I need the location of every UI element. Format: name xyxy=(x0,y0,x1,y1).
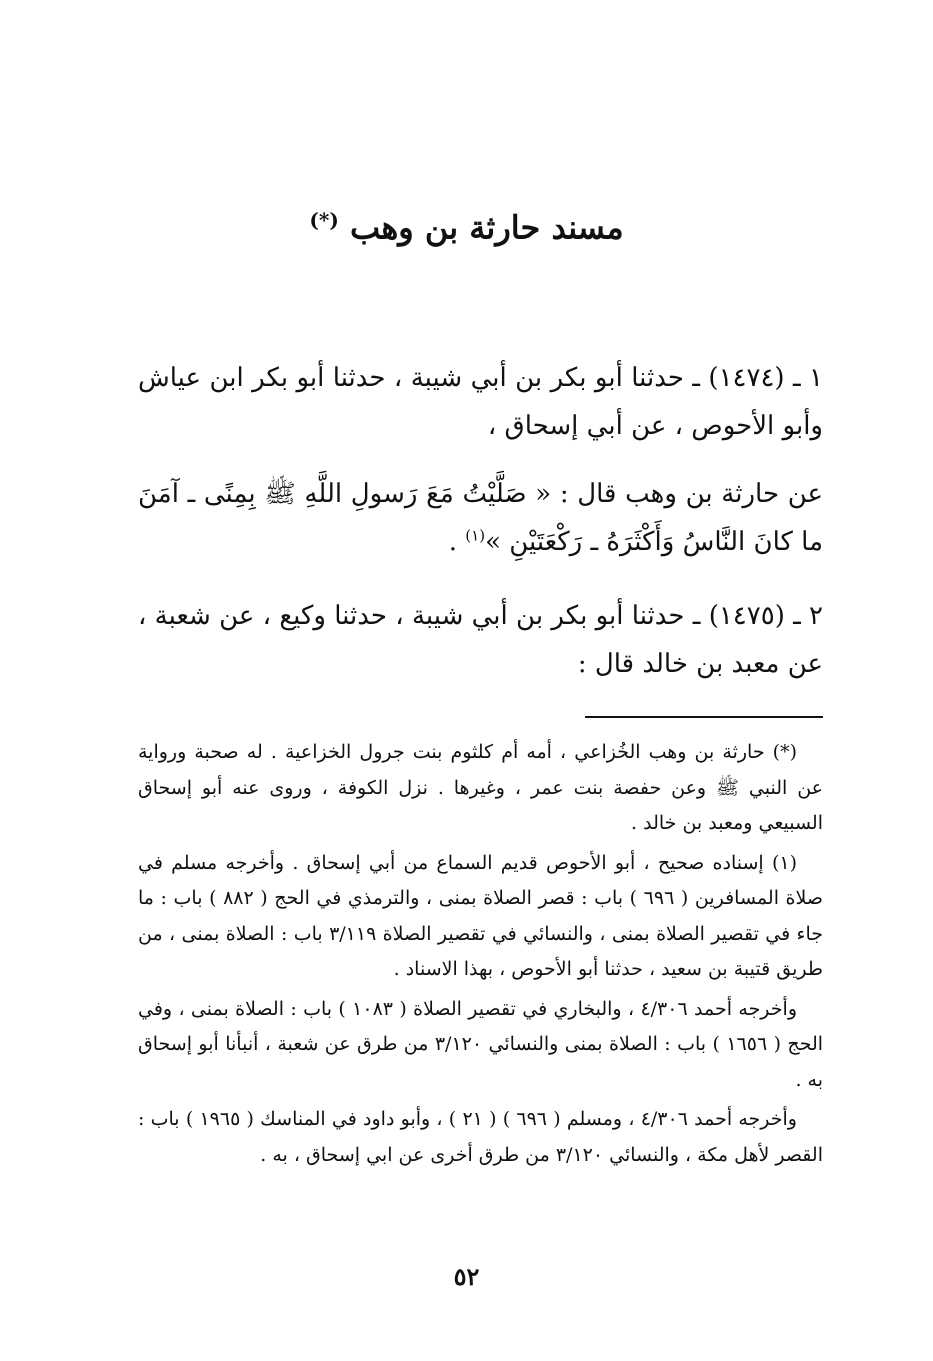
page-title xyxy=(0,208,933,247)
footnote-1: (١) إسناده صحيح ، أبو الأحوص قديم السماع من أبي إسحاق . وأخرجه مسلم في صلاة المسافرين ( ٦٩٦ ) باب : قصر الصلاة بمنى ، والترمذي في الحج ( ٨٨٢ ) باب : ما جاء في تقصير الصلاة بمنى ، والنسائي في تقصير الصلاة ٣/١١٩ باب : الصلاة بمنى ، من طريق قتيبة بن سعيد ، حدثنا أبو الأحوص ، بهذا الاسناد . xyxy=(138,851,824,980)
title-footnote-marker: (*) xyxy=(309,208,339,232)
hadith-text: عن حارثة بن وهب قال : « صَلَّيْتُ مَعَ رَسولِ اللَّهِ ﷺ بِمِنًى ـ آمَنَ ما كانَ النَّاسُ وَأَكْثَرَهُ ـ رَكْعَتَيْنِ » xyxy=(138,479,823,557)
footnote-reference: (١) xyxy=(465,526,486,545)
footnote-separator xyxy=(585,716,823,718)
footnote-1-continued-2: وأخرجه أحمد ٤/٣٠٦ ، ومسلم ( ٦٩٦ ) ( ٢١ ) ، وأبو داود في المناسك ( ١٩٦٥ ) باب : القصر لأهل مكة ، والنسائي ٣/١٢٠ من طرق أخرى عن ابي إسحاق ، به . xyxy=(138,1108,823,1166)
hadith-1474-isnad xyxy=(138,354,823,450)
hadith-text-end: . xyxy=(448,527,466,557)
footnotes xyxy=(138,735,823,1177)
footnote-biography: (*) حارثة بن وهب الخُزاعي ، أمه أم كلثوم بنت جرول الخزاعية . له صحبة ورواية عن النبي ﷺ وعن حفصة بنت عمر ، وغيرها . نزل الكوفة ، وروى عنه أبو إسحاق السبيعي ومعبد بن خالد . xyxy=(138,741,823,834)
hadith-1475-isnad xyxy=(138,592,823,688)
title-text: مسند حارثة بن وهب xyxy=(349,208,624,247)
hadith-1474-matn xyxy=(138,470,823,566)
hadith-paragraph xyxy=(138,470,823,566)
footnote-1-continued: وأخرجه أحمد ٤/٣٠٦ ، والبخاري في تقصير الصلاة ( ١٠٨٣ ) باب : الصلاة بمنى ، وفي الحج ( ١٦٥٦ ) باب : الصلاة بمنى والنسائي ٣/١٢٠ من طرق عن شعبة ، أنبأنا أبو إسحاق به . xyxy=(138,997,824,1091)
page-number: ٥٢ xyxy=(453,1262,480,1291)
hadith-paragraph: ١ ـ (١٤٧٤) ـ حدثنا أبو بكر بن أبي شيبة ، حدثنا أبو بكر ابن عياش وأبو الأحوص ، عن أبي إسحاق ، xyxy=(138,363,823,441)
hadith-paragraph: ٢ ـ (١٤٧٥) ـ حدثنا أبو بكر بن أبي شيبة ، حدثنا وكيع ، عن شعبة ، عن معبد بن خالد قال : xyxy=(138,601,824,679)
